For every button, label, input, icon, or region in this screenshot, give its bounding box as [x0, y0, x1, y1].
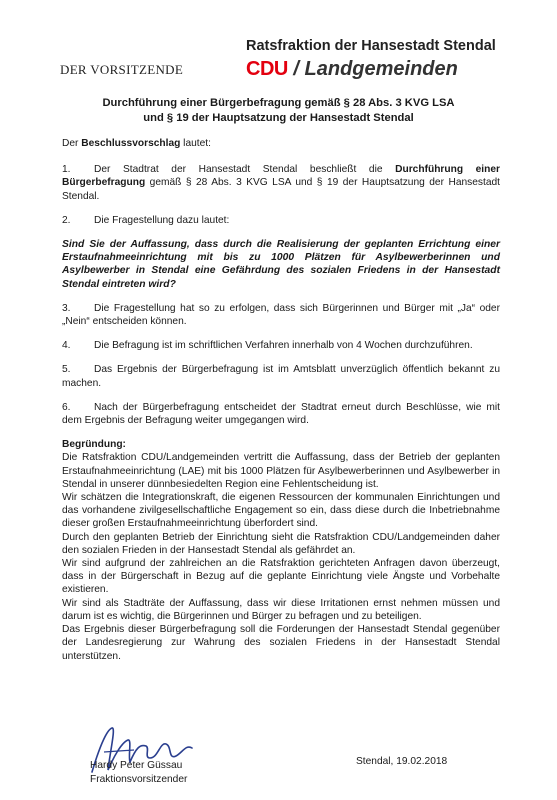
- document-title: [50, 96, 507, 126]
- reasoning-section: [62, 438, 500, 662]
- party-logo: [246, 58, 458, 81]
- landgemeinden-logo-text: / Landgemeinden: [287, 58, 458, 80]
- item-number: 3.: [62, 302, 71, 314]
- place-date: Stendal, 19.02.2018: [356, 756, 448, 767]
- item-number: 2.: [62, 214, 71, 226]
- proposal-item-2: 2. Die Fragestellung dazu lautet:: [62, 214, 230, 226]
- survey-question: Sind Sie der Auffassung, dass durch die Realisierung der geplanten Errichtung einer Erstaufnahmeeinrichtung mit bis zu 1000 Plätzen für Asylbewerberinnen und Asylbewerber in Stendal eine Gefährdung des sozialen Friedens in der Hansestadt Stendal eintreten wird?: [62, 239, 500, 290]
- reasoning-paragraph: Wir schätzen die Integrationskraft, die eigenen Ressourcen der kommunalen Einrichtungen und das vorhandene zivilgesellschaftliche Engagement so ein, dass diese durch die Inbetriebnahme dieser großen Erstaufnahmeeinrichtung überfordert sind.: [62, 492, 500, 530]
- proposal-intro: Der Beschlussvorschlag lautet:: [62, 138, 211, 149]
- item-number: 1.: [62, 164, 71, 176]
- handwritten-signature: [88, 722, 198, 782]
- reasoning-paragraph: Wir sind als Stadträte der Auffassung, dass wir diese Irritationen ernst nehmen müssen und darum ist es wichtig, die Bürgerinnen und Bürger zu befragen und zu beteiligen.: [62, 597, 500, 622]
- cdu-logo-text: CDU: [246, 58, 288, 80]
- signatory-role: Fraktionsvorsitzender: [90, 774, 188, 785]
- title-line-2: und § 19 der Hauptsatzung der Hansestadt Stendal: [143, 112, 414, 124]
- reasoning-paragraph: Die Ratsfraktion CDU/Landgemeinden vertritt die Auffassung, dass der Betrieb der geplanten Erstaufnahmeeinrichtung (LAE) mit bis 1000 Plätzen für Asylbewerberinnen und Asylbewerber in Stendal in unserer dünnbesiedelten Region eine Fehlentscheidung ist.: [62, 452, 500, 490]
- item-number: 4.: [62, 340, 71, 352]
- document-body: [62, 137, 500, 663]
- item-number: 6.: [62, 401, 71, 413]
- reasoning-paragraph: Das Ergebnis dieser Bürgerbefragung soll die Forderungen der Hansestadt Stendal gegenüber der Landesregierung zur Wahrung des sozialen Friedens in der Hansestadt Stendal unterstützen.: [62, 624, 500, 662]
- reasoning-paragraph: Durch den geplanten Betrieb der Einrichtung sieht die Ratsfraktion CDU/Landgemeinden daher den sozialen Frieden in der Hansestadt Stendal als gefährdet an.: [62, 531, 500, 556]
- faction-name: Ratsfraktion der Hansestadt Stendal: [246, 38, 496, 54]
- chair-heading: DER VORSITZENDE: [60, 62, 184, 77]
- proposal-item-3: 3. Die Fragestellung hat so zu erfolgen, dass sich Bürgerinnen und Bürger mit „Ja“ oder „Nein“ entscheiden können.: [62, 302, 500, 328]
- proposal-label: Beschlussvorschlag: [81, 138, 181, 149]
- reasoning-paragraph: Wir sind aufgrund der zahlreichen an die Ratsfraktion gerichteten Anfragen davon überzeugt, dass in der Bürgerschaft in Bezug auf die geplante Einrichtung viele Ängste und Vorbehalte existieren.: [62, 558, 500, 596]
- proposal-item-4: 4. Die Befragung ist im schriftlichen Verfahren innerhalb von 4 Wochen durchzuführen.: [62, 340, 473, 352]
- proposal-item-6: 6. Nach der Bürgerbefragung entscheidet der Stadtrat erneut durch Beschlüsse, wie mit dem Ergebnis der Befragung weiter umgegangen wird.: [62, 401, 500, 427]
- item-number: 5.: [62, 364, 71, 376]
- title-line-1: Durchführung einer Bürgerbefragung gemäß § 28 Abs. 3 KVG LSA: [102, 97, 455, 109]
- signatory-name: Hardy Peter Güssau: [90, 760, 183, 771]
- proposal-item-5: 5. Das Ergebnis der Bürgerbefragung ist im Amtsblatt unverzüglich öffentlich bekannt zu machen.: [62, 364, 500, 389]
- proposal-item-1: 1. Der Stadtrat der Hansestadt Stendal beschließt die Durchführung einer Bürgerbefragung gemäß § 28 Abs. 3 KVG LSA und § 19 der Hauptsatzung der Hansestadt Stendal.: [62, 164, 500, 202]
- reasoning-heading: Begründung:: [62, 439, 126, 451]
